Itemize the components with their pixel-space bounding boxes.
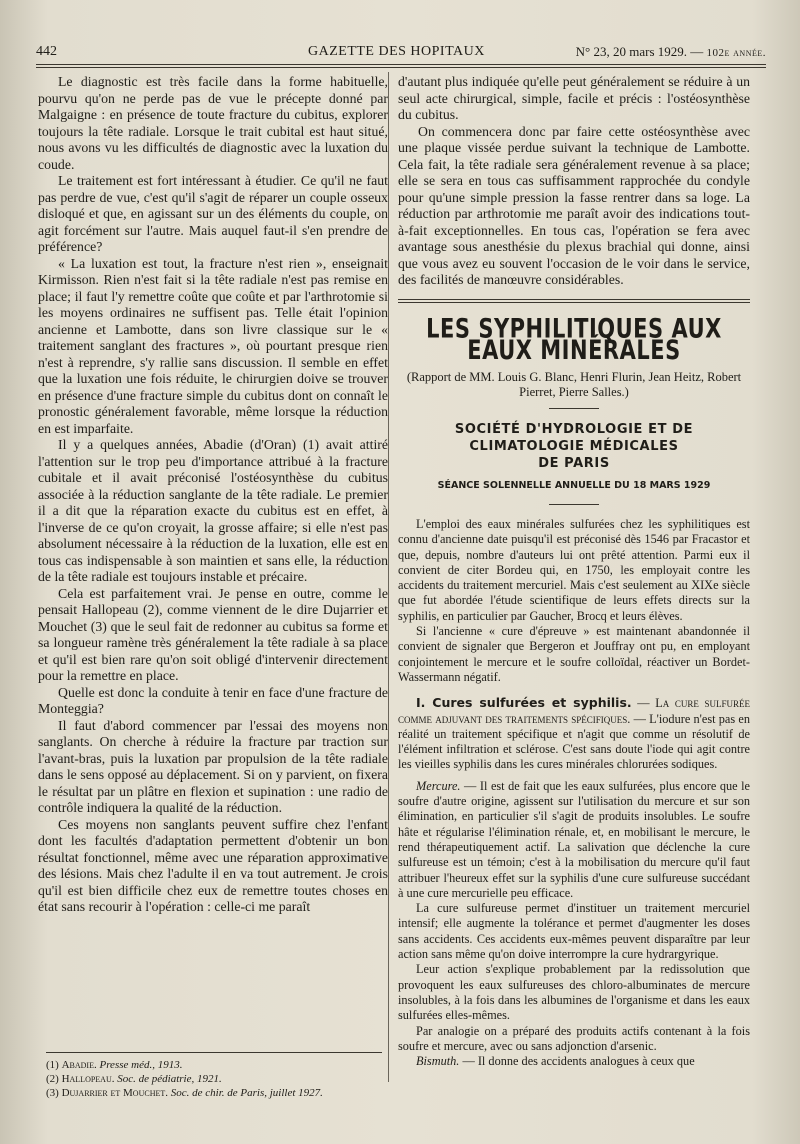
paragraph: Cela est parfaitement vrai. Je pense en outre, comme le pensait Hallopeau (2), comme viennent de le dire Dujarrier et Mouchet (3) que le seul fait de redonner au cubitus sa forme et sa longueur ramène très généralement la tête radiale à sa place et qu'il est bien rare qu'on soit obligé d'intervenir directement pour la remettre en place.: [38, 585, 388, 683]
paragraph: Mercure. — Il est de fait que les eaux sulfurées, plus encore que le soufre d'autre origine, agissent sur l'utilisation du mercure et sur son élimination, en particulier s'il s'agit de produits insolubles. Le soufre hâte et régularise l'élimination rénale, et, en mobilisant le mercure, le rend thérapeutiquement actif. La salivation que déclenche la cure sulfureuse est un témoin; c'est à la mobilisation du mercure qu'il faut attribuer l'heureux effet sur la syphilis d'une cure sulfureuse succédant à une cure mercurielle peu efficace.: [398, 778, 750, 900]
society-name: SOCIÉTÉ D'HYDROLOGIE ET DE CLIMATOLOGIE MÉDICALES: [454, 421, 694, 454]
session-separator: [549, 504, 599, 505]
journal-title: GAZETTE DES HOPITAUX: [308, 44, 485, 59]
page-header: [36, 44, 766, 64]
section-subheading: — La cure sulfurée comme adjuvant des traitements spécifiques. —: [398, 696, 750, 726]
paragraph: Quelle est donc la conduite à tenir en face d'une fracture de Monteggia?: [38, 684, 388, 716]
paragraph: La cure sulfureuse permet d'instituer un traitement mercuriel intensif; elle augmente la tolérance et permet d'augmenter les doses sans accidents. Ces accidents eux-mêmes peuvent disparaître par leur action sans même qu'on doive interrompre la cure hydrargyrique.: [398, 901, 750, 962]
left-column: [38, 74, 388, 916]
paragraph: d'autant plus indiquée qu'elle peut généralement se réduire à un seul acte chirurgical, simple, facile et précis : l'ostéosynthèse du cubitus.: [398, 74, 750, 122]
header-rule-bottom: [36, 67, 766, 68]
paragraph: Il faut d'abord commencer par l'essai des moyens non sanglants. On cherche à réduire la fracture par traction sur l'avant-bras, puis la luxation par propulsion de la tête radiale dans le sens opposé au déplacement. Si on y parvient, on fixera le résultat par un plâtre en flexion et supination : une radio de contrôle indiquera la qualité de la réduction.: [38, 717, 388, 815]
society-city: DE PARIS: [538, 455, 610, 471]
article-body: [398, 517, 750, 1069]
section-double-rule: [398, 299, 750, 303]
right-column: [398, 74, 750, 1069]
footnote: (2) Hallopeau. Soc. de pédiatrie, 1921.: [46, 1073, 222, 1085]
footnote-rule: [46, 1052, 382, 1053]
footnote: (1) Abadie. Presse méd., 1913.: [46, 1059, 183, 1071]
footnote: (3) Dujarrier et Mouchet. Soc. de chir. de Paris, juillet 1927.: [46, 1087, 323, 1099]
column-divider: [388, 72, 389, 1082]
section-paragraph: I. Cures sulfurées et syphilis. — La cure sulfurée comme adjuvant des traitements spécifiques. — L'iodure n'est pas en réalité un traitement spécifique et n'agit que comme un résolutif de l'élément infiltration et sclérose. C'est sans doute l'iode qui agit contre les vieilles syphilis dans les cures minérales chlorurées sodiques.: [398, 695, 751, 772]
mercure-label: Mercure.: [416, 778, 461, 793]
paragraph: « La luxation est tout, la fracture n'est rien », enseignait Kirmisson. Rien n'est fait si la tête radiale n'est pas remise en place; il faut l'y remettre coûte que coûte et par l'arthrotomie si les moyens ordinaires ne suffisent pas. Telle était l'opinion ancienne et Lambotte, dans son livre classique sur le « traitement sanglant des fractures », où pourtant presque rien n'est à reprendre, s'y rallie sans discussion. Il semble en effet que la luxation une fois réduite, le chirurgien doive se trouver en présence d'une fracture simple du cubitus dont on connaît le pronostic généralement favorable, même lorsque la réduction en est imparfaite.: [38, 255, 388, 436]
paragraph: On commencera donc par faire cette ostéosynthèse avec une plaque vissée perdue suivant la technique de Lambotte. Cela fait, la tête radiale sera généralement revenue à sa place; elle se sera en tous cas suffisamment rapprochée du condyle pour qu'une simple pression la fasse rentrer dans sa loge. La réduction par arthrotomie me paraît avoir des indications tout-à-fait exceptionnelles. En tous cas, l'opération se fera avec avantage sous anesthésie du plexus brachial qui donne, ainsi que vous avez eu souvent l'occasion de le voir dans le service, des facilités de manœuvre considérables.: [398, 123, 750, 287]
section-heading: I. Cures sulfurées et syphilis.: [416, 695, 632, 711]
bismuth-label: Bismuth.: [416, 1054, 460, 1069]
paragraph: Le diagnostic est très facile dans la forme habituelle, pourvu qu'on ne perde pas de vue le précepte donné par Malgaigne : en présence de toute fracture du cubitus, explorer toujours la tête radiale. Lorsque le trait cubital est haut situé, nous avons vu les difficultés de diagnostic avec la luxation du coude.: [38, 74, 388, 172]
header-rule-top: [36, 64, 766, 65]
paragraph: Il y a quelques années, Abadie (d'Oran) (1) avait attiré l'attention sur le trop peu d'importance attribué à la fracture cubitale et il avait préconisé l'ostéosynthèse du cubitus associée à la réduction sanglante de la tête radiale. Le premier il a dit que la réparation exacte du cubitus est en effet, à l'inverse de ce qu'on croyait, la grosse affaire; si elle n'est pas absolument nécessaire à la réduction de la luxation, elle est en tous cas indispensable à son maintien et sans elle, la réduction de la tête radiale est toujours instable et précaire.: [38, 437, 388, 584]
page-number: 442: [36, 44, 57, 59]
paragraph: Ces moyens non sanglants peuvent suffire chez l'enfant dont les facultés d'adaptation permettent d'obtenir un bon résultat fonctionnel, même avec une réparation approximative des lésions. Mais chez l'adulte il en va tout autrement. Je crois qu'il est bien difficile chez eux de remettre toutes choses en état sans recourir à l'opération : celle-ci me paraît: [38, 816, 388, 914]
paragraph: Leur action s'explique probablement par la redissolution que provoquent les eaux sulfureuses des chloro-albuminates de mercure insolubles, à la fois dans les albumines de l'organisme et dans les eaux sulfurées elles-mêmes.: [398, 962, 750, 1023]
paragraph: Si l'ancienne « cure d'épreuve » est maintenant abandonnée il convient de signaler que Bergeron et Jouffray ont pu, en employant conjointement le mercure et le soufre colloïdal, réactiver un Bordet-Wassermann négatif.: [398, 624, 750, 684]
issue-info: [576, 44, 766, 60]
paragraph: Bismuth. — Il donne des accidents analogues à ceux que: [416, 1054, 695, 1069]
issue-year: 102e année.: [706, 47, 766, 59]
article-title: LES SYPHILITIQUES AUX EAUX MINÉRALES: [426, 313, 722, 364]
article-authors: (Rapport de MM. Louis G. Blanc, Henri Flurin, Jean Heitz, Robert Pierret, Pierre Salles.): [406, 369, 742, 399]
paragraph: Par analogie on a préparé des produits actifs contenant à la fois soufre et mercure, avec ou sans adjonction d'arsenic.: [398, 1023, 750, 1053]
paragraph: Le traitement est fort intéressant à étudier. Ce qu'il ne faut pas perdre de vue, c'est qu'il s'agit de réparer un couple osseux disloqué et que, en agissant sur un des éléments du couple, on agit forcément sur l'autre. Mais auquel faut-il s'en prendre de préférence?: [38, 173, 388, 254]
footnotes: [46, 1058, 386, 1100]
session-date: SÉANCE SOLENNELLE ANNUELLE DU 18 MARS 1929: [437, 479, 711, 491]
issue-date: N° 23, 20 mars 1929. —: [575, 44, 704, 59]
title-separator: [549, 408, 599, 409]
paragraph: L'emploi des eaux minérales sulfurées chez les syphilitiques est connu d'ancienne date puisqu'il est préconisé dès 1546 par Fracastor et que, depuis, nombre d'auteurs lui ont prêté attention. Parmi eux il convient de citer Bordeu qui, en 1750, les employait contre les accidents du traitement mercuriel. Mais c'est seulement au XIXe siècle que fut abordée l'étude scientifique de leurs effets directs sur la syphilis, en particulier par Gaucher, Brocq et leurs élèves.: [398, 517, 750, 623]
